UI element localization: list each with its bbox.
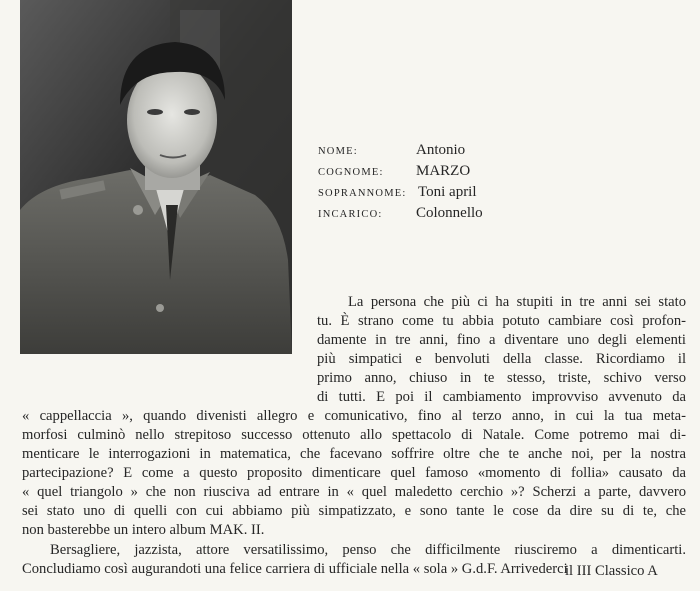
field-label: COGNOME: bbox=[318, 167, 384, 178]
text-line: « quel triangolo » che non riusciva ad entrare in « quel maledetto cerchio »? Scherzi a parte, davvero bbox=[22, 484, 686, 500]
text-line: tu. È strano come tu abbia potuto cambiare così profon- bbox=[317, 313, 686, 329]
field-value: Antonio bbox=[416, 142, 466, 158]
field-label: SOPRANNOME: bbox=[318, 188, 407, 199]
text-line: primo anno, chiuso in te stesso, triste, schivo verso bbox=[317, 370, 686, 386]
field-label: INCARICO: bbox=[318, 209, 383, 220]
text-line: menticare le interrogazioni in matematica, che facevano soffrire oltre che te anche noi, per la nostra bbox=[22, 446, 686, 462]
text-line: Bersagliere, jazzista, attore versatilissimo, penso che difficilmente riusciremo a dimenticarti. bbox=[50, 542, 686, 558]
field-role bbox=[318, 205, 618, 226]
text-line: La persona che più ci ha stupiti in tre anni sei stato bbox=[348, 294, 686, 310]
field-label: NOME: bbox=[318, 146, 358, 157]
portrait-photo bbox=[20, 0, 292, 354]
field-value: MARZO bbox=[416, 163, 471, 179]
text-line: più simpatici e benvoluti della classe. Ricordiamo il bbox=[317, 351, 686, 367]
info-fields bbox=[318, 142, 618, 226]
text-line: morfosi culminò nello strepitoso successo ottenuto allo spettacolo di Natale. Come potremo mai di- bbox=[22, 427, 686, 443]
field-value: Toni april bbox=[418, 184, 477, 200]
text-line: « cappellaccia », quando divenisti allegro e comunicativo, fino al terzo anno, in cui la tua meta- bbox=[22, 408, 686, 424]
text-line: damente in tre anni, fino a diventare uno degli elementi bbox=[317, 332, 686, 348]
text-line: non basterebbe un intero album MAK. II. bbox=[22, 522, 265, 538]
text-line: di tutti. E poi il cambiamento improvviso avvenuto da bbox=[317, 389, 686, 405]
text-line: sei stato uno di quelli con cui abbiamo più simpatizzato, e sono tante le cose da dire su di te, che bbox=[22, 503, 686, 519]
signature: il III Classico A bbox=[565, 563, 658, 579]
text-line: Concludiamo così augurandoti una felice carriera di ufficiale nella « sola » G.d.F. Arrivederci bbox=[22, 561, 568, 577]
field-surname bbox=[318, 163, 618, 184]
field-value: Colonnello bbox=[416, 205, 483, 221]
field-nickname bbox=[318, 184, 618, 205]
field-name bbox=[318, 142, 618, 163]
text-line: partecipazione? E come a questo proposito dimenticare quel famoso «momento di follia» causato da bbox=[22, 465, 686, 481]
